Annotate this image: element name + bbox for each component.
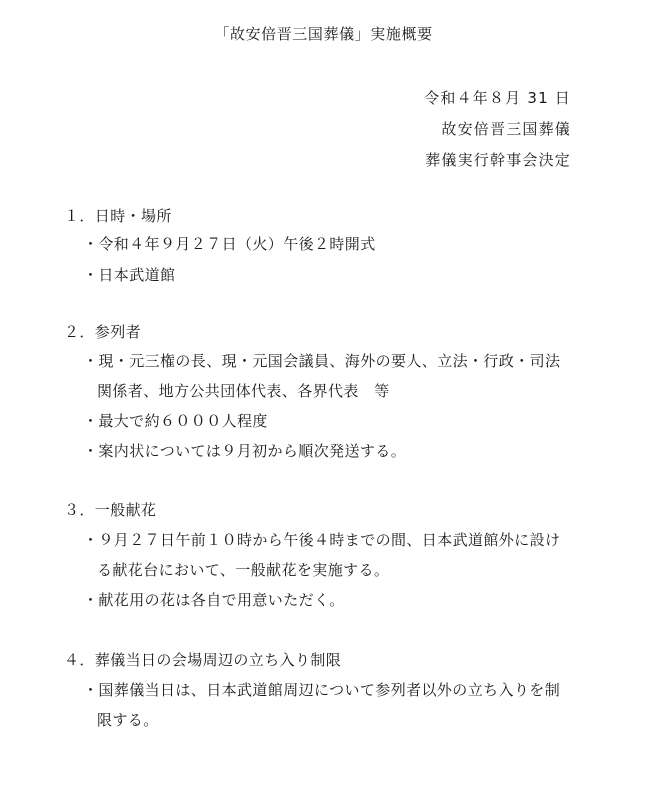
section-3-bullet-1: ・９月２７日午前１０時から午後４時までの間、日本武道館外に設け bbox=[83, 531, 561, 549]
section-1-bullet-2: ・日本武道館 bbox=[83, 266, 176, 284]
document-date: 令和４年８月 31 日 bbox=[424, 89, 571, 107]
section-3-heading: ３．一般献花 bbox=[64, 501, 157, 519]
section-2-bullet-2: ・最大で約６０００人程度 bbox=[83, 412, 268, 430]
section-1-heading: １．日時・場所 bbox=[64, 207, 172, 225]
section-4-bullet-1-cont: 限する。 bbox=[97, 711, 159, 729]
section-1-bullet-1: ・令和４年９月２７日（火）午後２時開式 bbox=[83, 235, 376, 253]
section-3-bullet-1-cont: る献花台において、一般献花を実施する。 bbox=[97, 561, 390, 579]
section-4-bullet-1: ・国葬儀当日は、日本武道館周辺について参列者以外の立ち入りを制 bbox=[83, 681, 561, 699]
event-name: 故安倍晋三国葬儀 bbox=[441, 120, 571, 138]
section-4-heading: ４．葬儀当日の会場周辺の立ち入り制限 bbox=[64, 651, 342, 669]
committee-name: 葬儀実行幹事会決定 bbox=[425, 151, 571, 169]
section-3-bullet-2: ・献花用の花は各自で用意いただく。 bbox=[83, 591, 345, 609]
section-2-bullet-3: ・案内状については９月初から順次発送する。 bbox=[83, 442, 407, 460]
section-2-bullet-1-cont: 関係者、地方公共団体代表、各界代表 等 bbox=[97, 382, 390, 400]
section-2-heading: ２．参列者 bbox=[64, 323, 142, 341]
section-2-bullet-1: ・現・元三権の長、現・元国会議員、海外の要人、立法・行政・司法 bbox=[83, 352, 561, 370]
document-title: 「故安倍晋三国葬儀」実施概要 bbox=[214, 25, 433, 43]
